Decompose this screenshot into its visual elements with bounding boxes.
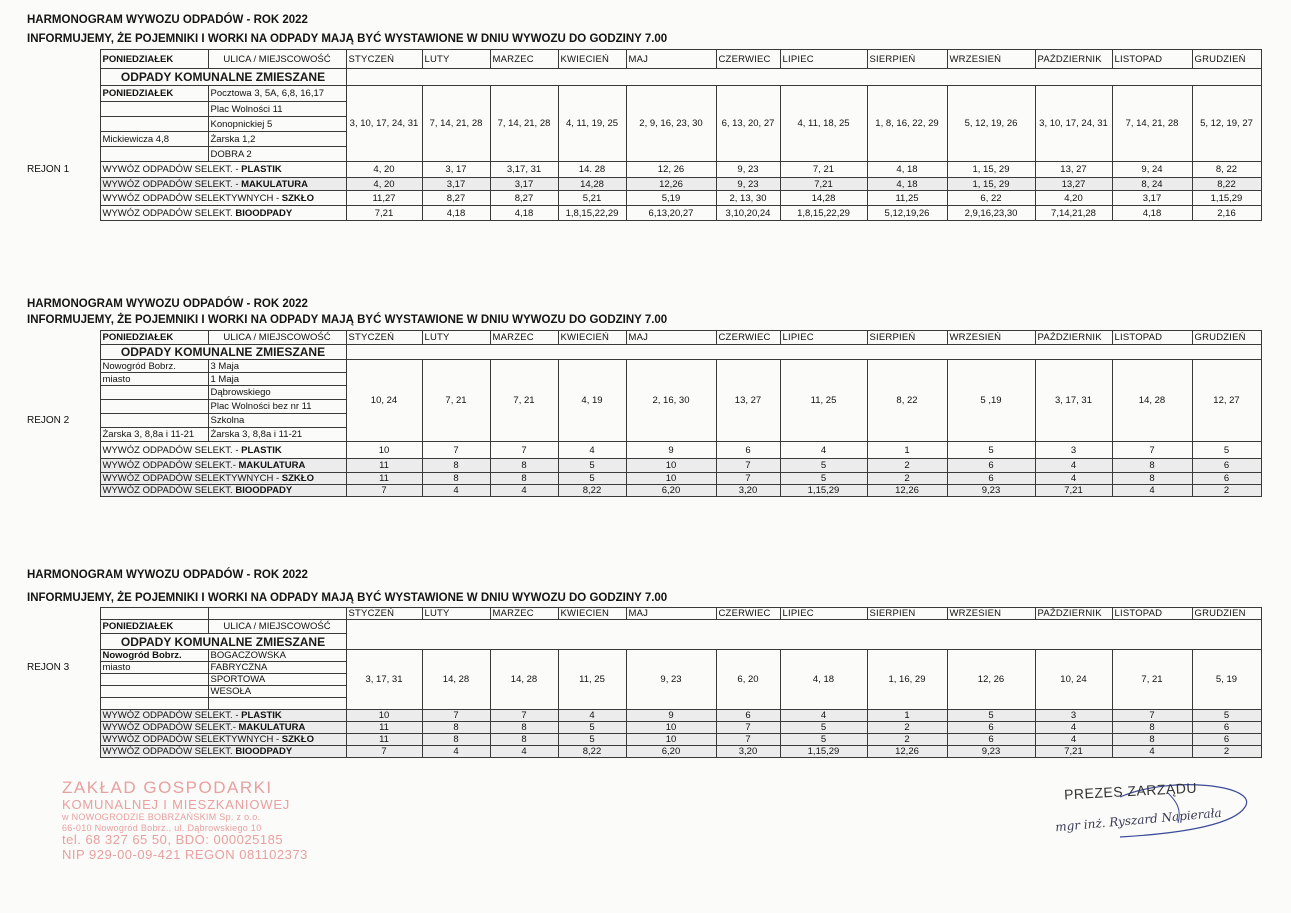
pickup-date: 8 bbox=[422, 734, 490, 746]
mixed-dates-cell: 7, 21 bbox=[490, 360, 558, 442]
mixed-dates-cell: 7, 21 bbox=[422, 360, 490, 442]
pickup-date: 11 bbox=[346, 459, 422, 473]
pickup-date: 4 bbox=[780, 710, 867, 722]
pickup-date: 2 bbox=[867, 459, 947, 473]
schedule-table-region-3 bbox=[25, 607, 1262, 758]
pickup-date: 14,28 bbox=[780, 191, 867, 206]
month-header: PAŹDZIERNIK bbox=[1035, 608, 1112, 620]
pickup-date: 8 bbox=[490, 459, 558, 473]
pickup-date: 4 bbox=[1035, 459, 1112, 473]
mixed-dates-cell: 14, 28 bbox=[1112, 360, 1192, 442]
pickup-date: 5 bbox=[780, 459, 867, 473]
pickup-date: 1,15,29 bbox=[780, 746, 867, 758]
pickup-date: 6 bbox=[1192, 473, 1261, 485]
pickup-date: 6 bbox=[1192, 734, 1261, 746]
mixed-dates-cell: 14, 28 bbox=[422, 650, 490, 710]
pickup-date: 1, 15, 29 bbox=[947, 162, 1035, 178]
region-label: REJON 3 bbox=[25, 662, 100, 674]
header-street: ULICA / MIEJSCOWOŚĆ bbox=[208, 50, 346, 69]
street: Żarska 3, 8,8a i 11-21 bbox=[208, 428, 346, 442]
mixed-dates-cell: 7, 14, 21, 28 bbox=[490, 86, 558, 162]
month-header: MARZEC bbox=[490, 50, 558, 69]
month-header: GRUDZIEŃ bbox=[1192, 50, 1261, 69]
waste-type-label: WYWÓZ ODPADÓW SELEKT. - PLASTIK bbox=[100, 162, 346, 178]
mixed-dates-cell: 4, 11, 19, 25 bbox=[558, 86, 626, 162]
pickup-date: 4,18 bbox=[422, 206, 490, 221]
pickup-date: 4 bbox=[1035, 722, 1112, 734]
mixed-dates-cell: 10, 24 bbox=[346, 360, 422, 442]
pickup-date: 7,21 bbox=[346, 206, 422, 221]
pickup-date: 8 bbox=[490, 473, 558, 485]
pickup-date: 7,21 bbox=[1035, 485, 1112, 497]
pickup-date: 10 bbox=[626, 459, 716, 473]
mixed-dates-cell: 11, 25 bbox=[558, 650, 626, 710]
street-group bbox=[100, 414, 208, 428]
pickup-date: 2,16 bbox=[1192, 206, 1261, 221]
month-header: STYCZEŃ bbox=[346, 331, 422, 345]
mixed-dates-cell: 5 ,19 bbox=[947, 360, 1035, 442]
pickup-date: 1 bbox=[867, 710, 947, 722]
pickup-date: 3 bbox=[1035, 442, 1112, 459]
pickup-date: 11,27 bbox=[346, 191, 422, 206]
month-header: STYCZEŃ bbox=[346, 608, 422, 620]
street-group: Nowogród Bobrz. bbox=[100, 360, 208, 373]
mixed-waste-title: ODPADY KOMUNALNE ZMIESZANE bbox=[100, 69, 346, 86]
pickup-date: 3,17 bbox=[1112, 191, 1192, 206]
pickup-date: 8 bbox=[422, 722, 490, 734]
mixed-dates-cell: 3, 10, 17, 24, 31 bbox=[346, 86, 422, 162]
mixed-dates-cell: 7, 21 bbox=[1112, 650, 1192, 710]
street: Plac Wolności 11 bbox=[208, 102, 346, 117]
pickup-date: 4 bbox=[490, 485, 558, 497]
pickup-date: 8 bbox=[1112, 473, 1192, 485]
pickup-date: 8,27 bbox=[422, 191, 490, 206]
waste-type-label: WYWÓZ ODPADÓW SELEKTYWNYCH - SZKŁO bbox=[100, 473, 346, 485]
mixed-dates-cell: 3, 17, 31 bbox=[346, 650, 422, 710]
waste-type-label: WYWÓZ ODPADÓW SELEKTYWNYCH - SZKŁO bbox=[100, 191, 346, 206]
pickup-date: 4 bbox=[558, 442, 626, 459]
region-label: REJON 2 bbox=[25, 414, 100, 428]
mixed-dates-cell: 11, 25 bbox=[780, 360, 867, 442]
mixed-dates-cell: 1, 8, 16, 22, 29 bbox=[867, 86, 947, 162]
pickup-date: 5 bbox=[780, 722, 867, 734]
pickup-date: 7 bbox=[490, 442, 558, 459]
pickup-date: 4 bbox=[1035, 734, 1112, 746]
pickup-date: 5 bbox=[947, 442, 1035, 459]
mixed-dates-cell: 6, 20 bbox=[716, 650, 780, 710]
stamp-line: ZAKŁAD GOSPODARKI bbox=[62, 778, 273, 797]
pickup-date: 7 bbox=[716, 734, 780, 746]
pickup-date: 3,17 bbox=[422, 178, 490, 191]
pickup-date: 9 bbox=[626, 442, 716, 459]
section3-title: HARMONOGRAM WYWOZU ODPADÓW - ROK 2022 bbox=[27, 569, 308, 581]
mixed-dates-cell: 8, 22 bbox=[867, 360, 947, 442]
section1-title: HARMONOGRAM WYWOZU ODPADÓW - ROK 2022 bbox=[27, 14, 308, 26]
pickup-date: 5 bbox=[947, 710, 1035, 722]
mixed-dates-cell: 4, 11, 18, 25 bbox=[780, 86, 867, 162]
pickup-date: 3, 17 bbox=[422, 162, 490, 178]
street-group bbox=[100, 400, 208, 414]
section1-subtitle: INFORMUJEMY, ŻE POJEMNIKI I WORKI NA ODPADY MAJĄ BYĆ WYSTAWIONE W DNIU WYWOZU DO GODZINY 7.00 bbox=[27, 33, 668, 45]
street-group bbox=[100, 102, 208, 117]
pickup-date: 3,17, 31 bbox=[490, 162, 558, 178]
street: Żarska 1,2 bbox=[208, 132, 346, 147]
pickup-date: 7 bbox=[490, 710, 558, 722]
month-header: LUTY bbox=[422, 50, 490, 69]
pickup-date: 4 bbox=[558, 710, 626, 722]
pickup-date: 11,25 bbox=[867, 191, 947, 206]
pickup-date: 8,22 bbox=[558, 485, 626, 497]
month-header: GRUDZIEŃ bbox=[1192, 331, 1261, 345]
month-header: KWIECIEŃ bbox=[558, 331, 626, 345]
street-group bbox=[100, 117, 208, 132]
street-group bbox=[100, 147, 208, 162]
month-header: MARZEC bbox=[490, 608, 558, 620]
pickup-date: 1,8,15,22,29 bbox=[558, 206, 626, 221]
month-header: GRUDZIEN bbox=[1192, 608, 1261, 620]
mixed-waste-title: ODPADY KOMUNALNE ZMIESZANE bbox=[100, 345, 346, 360]
month-header: SIERPIEŃ bbox=[867, 50, 947, 69]
month-header: MAJ bbox=[626, 50, 716, 69]
header-street: ULICA / MIEJSCOWOŚĆ bbox=[208, 331, 346, 345]
pickup-date: 12,26 bbox=[626, 178, 716, 191]
mixed-dates-cell: 1, 16, 29 bbox=[867, 650, 947, 710]
mixed-dates-cell: 13, 27 bbox=[716, 360, 780, 442]
pickup-date: 9,23 bbox=[947, 746, 1035, 758]
pickup-date: 6,20 bbox=[626, 746, 716, 758]
month-header: WRZESIEŃ bbox=[947, 331, 1035, 345]
street: 1 Maja bbox=[208, 373, 346, 386]
header-day: PONIEDZIAŁEK bbox=[100, 620, 208, 634]
pickup-date: 7 bbox=[346, 485, 422, 497]
pickup-date: 4, 18 bbox=[867, 162, 947, 178]
pickup-date: 4, 20 bbox=[346, 162, 422, 178]
street-group: miasto bbox=[100, 373, 208, 386]
street-group bbox=[100, 386, 208, 400]
month-header: MAJ bbox=[626, 331, 716, 345]
pickup-date: 1, 15, 29 bbox=[947, 178, 1035, 191]
pickup-date: 2 bbox=[867, 722, 947, 734]
pickup-date: 6 bbox=[716, 442, 780, 459]
waste-type-label: WYWÓZ ODPADÓW SELEKT. - MAKULATURA bbox=[100, 178, 346, 191]
month-header: SIERPIEN bbox=[867, 608, 947, 620]
mixed-dates-cell: 2, 16, 30 bbox=[626, 360, 716, 442]
month-header: LUTY bbox=[422, 331, 490, 345]
section2-title: HARMONOGRAM WYWOZU ODPADÓW - ROK 2022 bbox=[27, 298, 308, 310]
waste-type-label: WYWÓZ ODPADÓW SELEKT. - PLASTIK bbox=[100, 710, 346, 722]
pickup-date: 6,13,20,27 bbox=[626, 206, 716, 221]
pickup-date: 2 bbox=[1192, 746, 1261, 758]
month-header: CZERWIEC bbox=[716, 50, 780, 69]
street: 3 Maja bbox=[208, 360, 346, 373]
pickup-date: 8, 24 bbox=[1112, 178, 1192, 191]
waste-type-label: WYWÓZ ODPADÓW SELEKT. BIOODPADY bbox=[100, 485, 346, 497]
pickup-date: 4, 18 bbox=[867, 178, 947, 191]
mixed-dates-cell: 4, 18 bbox=[780, 650, 867, 710]
street-group: PONIEDZIAŁEK bbox=[100, 86, 208, 102]
pickup-date: 5 bbox=[558, 473, 626, 485]
mixed-dates-cell: 7, 14, 21, 28 bbox=[422, 86, 490, 162]
month-header: WRZESIEN bbox=[947, 608, 1035, 620]
pickup-date: 8,22 bbox=[1192, 178, 1261, 191]
company-stamp bbox=[62, 778, 308, 863]
pickup-date: 8 bbox=[422, 459, 490, 473]
waste-type-label: WYWÓZ ODPADÓW SELEKTYWNYCH - SZKŁO bbox=[100, 734, 346, 746]
pickup-date: 9 bbox=[626, 710, 716, 722]
street: Plac Wolności bez nr 11 bbox=[208, 400, 346, 414]
pickup-date: 9, 24 bbox=[1112, 162, 1192, 178]
pickup-date: 5,21 bbox=[558, 191, 626, 206]
pickup-date: 6 bbox=[947, 722, 1035, 734]
pickup-date: 4 bbox=[490, 746, 558, 758]
street-group bbox=[100, 686, 208, 698]
pickup-date: 7 bbox=[422, 710, 490, 722]
street-group: Żarska 3, 8,8a i 11-21 bbox=[100, 428, 208, 442]
pickup-date: 7 bbox=[422, 442, 490, 459]
pickup-date: 10 bbox=[346, 710, 422, 722]
pickup-date: 5 bbox=[1192, 442, 1261, 459]
pickup-date: 4 bbox=[422, 746, 490, 758]
pickup-date: 7 bbox=[716, 722, 780, 734]
pickup-date: 7,14,21,28 bbox=[1035, 206, 1112, 221]
mixed-dates-cell: 6, 13, 20, 27 bbox=[716, 86, 780, 162]
pickup-date: 4,18 bbox=[1112, 206, 1192, 221]
pickup-date: 7 bbox=[716, 473, 780, 485]
month-header: KWIECIEN bbox=[558, 608, 626, 620]
mixed-dates-cell: 5, 19 bbox=[1192, 650, 1261, 710]
street: Szkolna bbox=[208, 414, 346, 428]
pickup-date: 3,20 bbox=[716, 485, 780, 497]
mixed-dates-cell: 7, 14, 21, 28 bbox=[1112, 86, 1192, 162]
pickup-date: 6, 22 bbox=[947, 191, 1035, 206]
month-header: MAJ bbox=[626, 608, 716, 620]
stamp-line: tel. 68 327 65 50, BDO: 000025185 bbox=[62, 832, 284, 848]
pickup-date: 1,15,29 bbox=[1192, 191, 1261, 206]
waste-type-label: WYWÓZ ODPADÓW SELEKT. - PLASTIK bbox=[100, 442, 346, 459]
pickup-date: 7 bbox=[346, 746, 422, 758]
pickup-date: 14,28 bbox=[558, 178, 626, 191]
pickup-date: 4, 20 bbox=[346, 178, 422, 191]
pickup-date: 4,20 bbox=[1035, 191, 1112, 206]
region-label: REJON 1 bbox=[25, 162, 100, 178]
mixed-dates-cell: 5, 12, 19, 27 bbox=[1192, 86, 1261, 162]
stamp-line: NIP 929-00-09-421 REGON 081102373 bbox=[62, 847, 308, 863]
mixed-dates-cell: 12, 26 bbox=[947, 650, 1035, 710]
signature-name: mgr inż. Ryszard Napierała bbox=[1054, 805, 1223, 835]
month-header: LIPIEC bbox=[780, 50, 867, 69]
pickup-date: 5 bbox=[1192, 710, 1261, 722]
pickup-date: 8,22 bbox=[558, 746, 626, 758]
month-header: LISTOPAD bbox=[1112, 331, 1192, 345]
pickup-date: 10 bbox=[626, 473, 716, 485]
pickup-date: 9, 23 bbox=[716, 162, 780, 178]
month-header: LISTOPAD bbox=[1112, 50, 1192, 69]
pickup-date: 1 bbox=[867, 442, 947, 459]
pickup-date: 7 bbox=[1112, 710, 1192, 722]
waste-type-label: WYWÓZ ODPADÓW SELEKT. BIOODPADY bbox=[100, 206, 346, 221]
street: WESOŁA bbox=[208, 686, 346, 698]
street: Pocztowa 3, 5A, 6,8, 16,17 bbox=[208, 86, 346, 102]
pickup-date: 13, 27 bbox=[1035, 162, 1112, 178]
pickup-date: 6 bbox=[947, 734, 1035, 746]
street: DOBRA 2 bbox=[208, 147, 346, 162]
pickup-date: 4 bbox=[1112, 746, 1192, 758]
street: Konopnickiej 5 bbox=[208, 117, 346, 132]
pickup-date: 3,17 bbox=[490, 178, 558, 191]
month-header: LIPIEC bbox=[780, 608, 867, 620]
pickup-date: 8 bbox=[1112, 734, 1192, 746]
street-group: Nowogród Bobrz. bbox=[100, 650, 208, 662]
pickup-date: 2 bbox=[867, 734, 947, 746]
pickup-date: 11 bbox=[346, 734, 422, 746]
pickup-date: 6 bbox=[1192, 722, 1261, 734]
pickup-date: 7,21 bbox=[780, 178, 867, 191]
pickup-date: 10 bbox=[626, 734, 716, 746]
street-group: Mickiewicza 4,8 bbox=[100, 132, 208, 147]
stamp-line: KOMUNALNEJ I MIESZKANIOWEJ bbox=[62, 796, 291, 812]
pickup-date: 3,10,20,24 bbox=[716, 206, 780, 221]
month-header: LISTOPAD bbox=[1112, 608, 1192, 620]
pickup-date: 2, 13, 30 bbox=[716, 191, 780, 206]
street: BOGACZOWSKA bbox=[208, 650, 346, 662]
street-group bbox=[100, 674, 208, 686]
month-header: LIPIEC bbox=[780, 331, 867, 345]
header-street: ULICA / MIEJSCOWOŚĆ bbox=[208, 620, 346, 634]
schedule-table-region-1 bbox=[25, 49, 1262, 221]
pickup-date: 5 bbox=[780, 473, 867, 485]
pickup-date: 8 bbox=[490, 722, 558, 734]
pickup-date: 6,20 bbox=[626, 485, 716, 497]
street: SPORTOWA bbox=[208, 674, 346, 686]
waste-type-label: WYWÓZ ODPADÓW SELEKT. BIOODPADY bbox=[100, 746, 346, 758]
pickup-date: 5 bbox=[558, 734, 626, 746]
pickup-date: 12,26 bbox=[867, 746, 947, 758]
street: FABRYCZNA bbox=[208, 662, 346, 674]
schedule-table-region-2 bbox=[25, 330, 1262, 497]
month-header: KWIECIEŃ bbox=[558, 50, 626, 69]
pickup-date: 7, 21 bbox=[780, 162, 867, 178]
pickup-date: 12, 26 bbox=[626, 162, 716, 178]
pickup-date: 8 bbox=[1112, 459, 1192, 473]
header-row bbox=[25, 50, 1261, 69]
pickup-date: 2 bbox=[1192, 485, 1261, 497]
mixed-dates-cell: 5, 12, 19, 26 bbox=[947, 86, 1035, 162]
street-group: miasto bbox=[100, 662, 208, 674]
pickup-date: 14. 28 bbox=[558, 162, 626, 178]
stamp-line: w NOWOGRODZIE BOBRZAŃSKIM Sp. z o.o. bbox=[62, 812, 261, 823]
pickup-date: 5 bbox=[558, 459, 626, 473]
pickup-date: 5,19 bbox=[626, 191, 716, 206]
signature-block bbox=[1050, 775, 1260, 845]
month-header: MARZEC bbox=[490, 331, 558, 345]
street: Dąbrowskiego bbox=[208, 386, 346, 400]
pickup-date: 4 bbox=[1035, 473, 1112, 485]
mixed-waste-title: ODPADY KOMUNALNE ZMIESZANE bbox=[100, 634, 346, 650]
waste-type-label: WYWÓZ ODPADÓW SELEKT.- MAKULATURA bbox=[100, 722, 346, 734]
pickup-date: 4,18 bbox=[490, 206, 558, 221]
pickup-date: 8,27 bbox=[490, 191, 558, 206]
mixed-dates-cell: 10, 24 bbox=[1035, 650, 1112, 710]
month-header: PAŹDZIERNIK bbox=[1035, 50, 1112, 69]
pickup-date: 5 bbox=[558, 722, 626, 734]
pickup-date: 7,21 bbox=[1035, 746, 1112, 758]
pickup-date: 6 bbox=[1192, 459, 1261, 473]
mixed-dates-cell: 4, 19 bbox=[558, 360, 626, 442]
month-header: LUTY bbox=[422, 608, 490, 620]
pickup-date: 6 bbox=[947, 473, 1035, 485]
pickup-date: 7 bbox=[1112, 442, 1192, 459]
pickup-date: 6 bbox=[716, 710, 780, 722]
waste-type-label: WYWÓZ ODPADÓW SELEKT.- MAKULATURA bbox=[100, 459, 346, 473]
pickup-date: 1,8,15,22,29 bbox=[780, 206, 867, 221]
month-header: PAŹDZIERNIK bbox=[1035, 331, 1112, 345]
pickup-date: 2 bbox=[867, 473, 947, 485]
month-header: SIERPIEŃ bbox=[867, 331, 947, 345]
month-header: CZERWIEC bbox=[716, 331, 780, 345]
pickup-date: 10 bbox=[626, 722, 716, 734]
pickup-date: 13,27 bbox=[1035, 178, 1112, 191]
header-day: PONIEDZIAŁEK bbox=[100, 331, 208, 345]
mixed-dates-cell: 3, 17, 31 bbox=[1035, 360, 1112, 442]
month-header: WRZESIEŃ bbox=[947, 50, 1035, 69]
pickup-date: 11 bbox=[346, 722, 422, 734]
mixed-dates-cell: 14, 28 bbox=[490, 650, 558, 710]
pickup-date: 4 bbox=[780, 442, 867, 459]
pickup-date: 10 bbox=[346, 442, 422, 459]
header-day: PONIEDZIAŁEK bbox=[100, 50, 208, 69]
pickup-date: 3 bbox=[1035, 710, 1112, 722]
pickup-date: 4 bbox=[422, 485, 490, 497]
pickup-date: 6 bbox=[947, 459, 1035, 473]
pickup-date: 5,12,19,26 bbox=[867, 206, 947, 221]
section2-subtitle: INFORMUJEMY, ŻE POJEMNIKI I WORKI NA ODPADY MAJĄ BYĆ WYSTAWIONE W DNIU WYWOZU DO GODZINY 7.00 bbox=[27, 314, 668, 326]
mixed-dates-cell: 2, 9, 16, 23, 30 bbox=[626, 86, 716, 162]
stamp-line: 66-010 Nowogród Bobrz., ul. Dąbrowskiego 10 bbox=[62, 822, 262, 833]
pickup-date: 8 bbox=[1112, 722, 1192, 734]
mixed-dates-cell: 3, 10, 17, 24, 31 bbox=[1035, 86, 1112, 162]
pickup-date: 5 bbox=[780, 734, 867, 746]
pickup-date: 2,9,16,23,30 bbox=[947, 206, 1035, 221]
month-header: STYCZEŃ bbox=[346, 50, 422, 69]
pickup-date: 8 bbox=[490, 734, 558, 746]
pickup-date: 11 bbox=[346, 473, 422, 485]
pickup-date: 9,23 bbox=[947, 485, 1035, 497]
pickup-date: 7 bbox=[716, 459, 780, 473]
pickup-date: 12,26 bbox=[867, 485, 947, 497]
pickup-date: 3,20 bbox=[716, 746, 780, 758]
pickup-date: 4 bbox=[1112, 485, 1192, 497]
pickup-date: 1,15,29 bbox=[780, 485, 867, 497]
mixed-dates-cell: 12, 27 bbox=[1192, 360, 1261, 442]
mixed-dates-cell: 9, 23 bbox=[626, 650, 716, 710]
month-header: CZERWIEC bbox=[716, 608, 780, 620]
pickup-date: 8 bbox=[422, 473, 490, 485]
section3-subtitle: INFORMUJEMY, ŻE POJEMNIKI I WORKI NA ODPADY MAJĄ BYĆ WYSTAWIONE W DNIU WYWOZU DO GODZINY 7.00 bbox=[27, 592, 668, 604]
pickup-date: 8, 22 bbox=[1192, 162, 1261, 178]
pickup-date: 9, 23 bbox=[716, 178, 780, 191]
signature-title: PREZES ZARZĄDU bbox=[1063, 779, 1198, 803]
